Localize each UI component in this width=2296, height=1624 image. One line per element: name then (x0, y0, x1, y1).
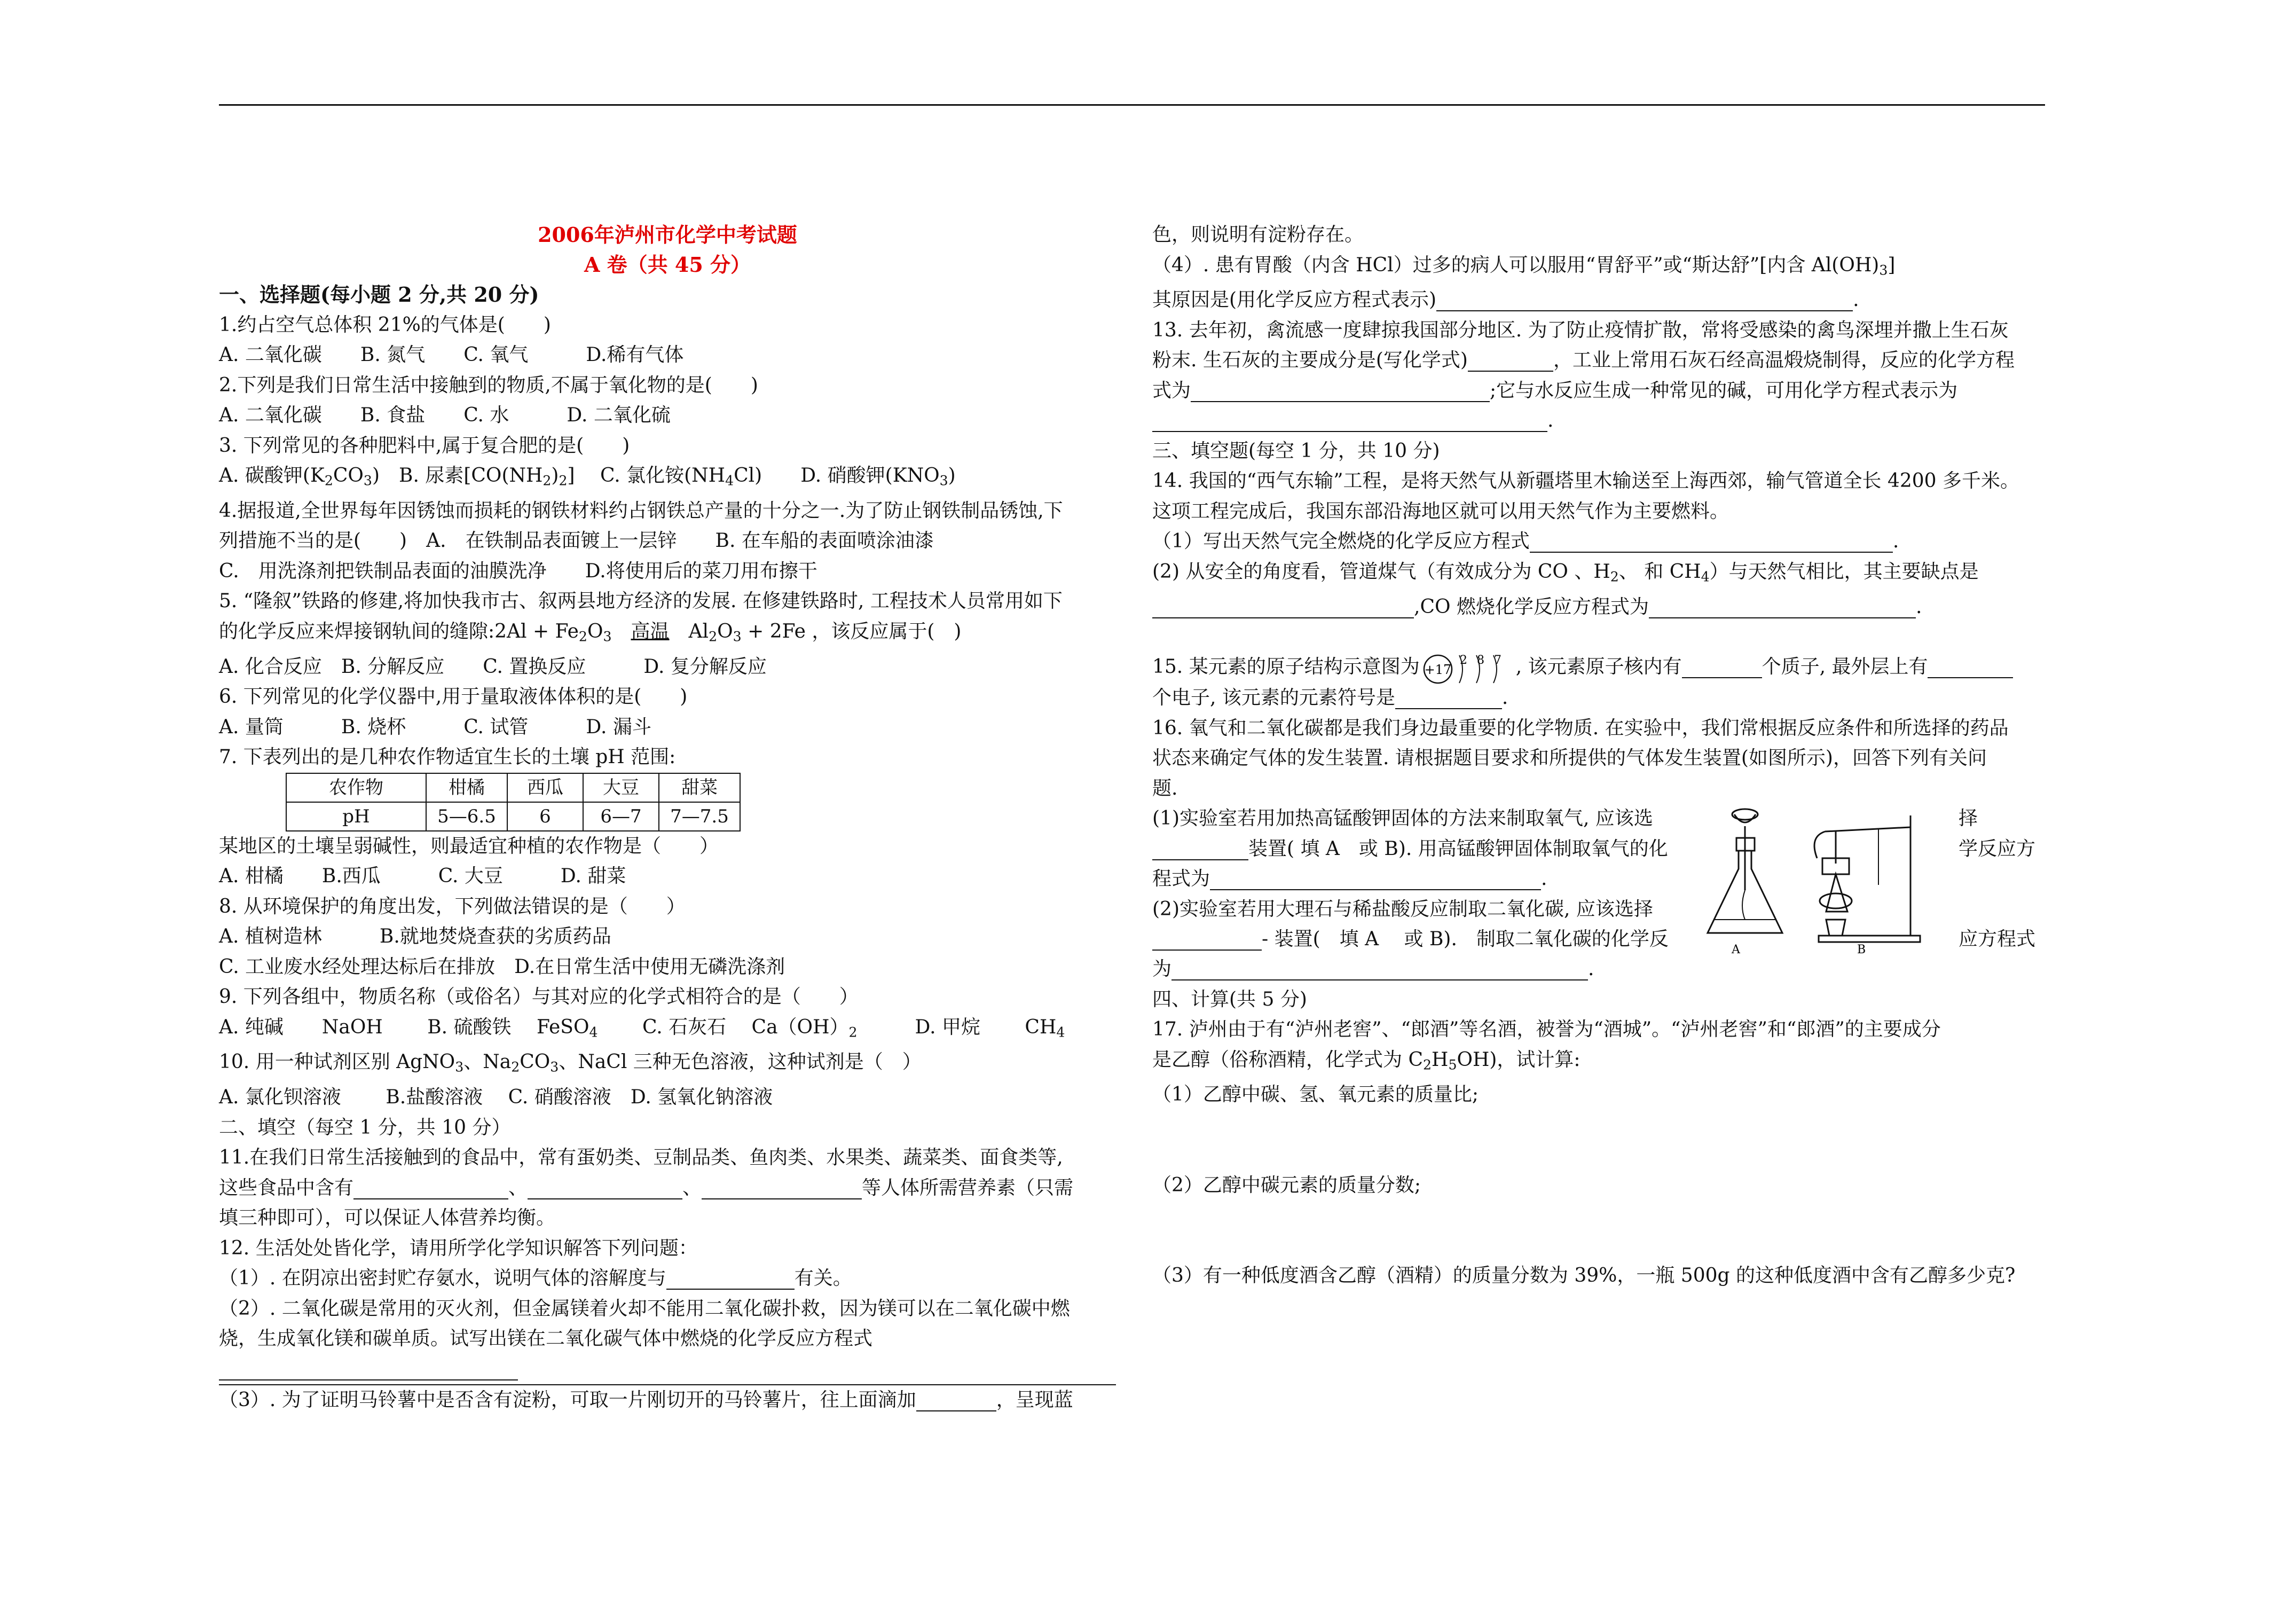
q12-p4: （4）. 患有胃酸（内含 HCl）过多的病人可以服用“胃舒平”或“斯达舒”[内含 $Al(OH)_3$] (1152, 254, 1896, 278)
shell-electrons: 2 (1459, 654, 1467, 668)
q2-stem: 2.下列是我们日常生活中接触到的物质,不属于氧化物的是( ) (219, 374, 758, 396)
answer-blank[interactable] (353, 1177, 508, 1199)
q17-p1: （1）乙醇中碳、氢、氧元素的质量比; (1152, 1084, 1479, 1106)
q7-after: 某地区的土壤呈弱碱性，则最适宜种植的农作物是（ ） (219, 835, 719, 857)
q4-line3: C. 用洗涤剂把铁制品表面的油膜洗净 D.将使用后的菜刀用布擦干 (219, 560, 817, 582)
answer-blank[interactable] (1649, 596, 1916, 618)
answer-blank[interactable] (1152, 928, 1262, 951)
q7-stem: 7. 下表列出的是几种农作物适宜生长的土壤 pH 范围: (219, 746, 676, 768)
q15-line1: 15. 某元素的原子结构示意图为 +17 2 8 7 , 该元素原子核内有 个质子, 最外层上有 (1152, 652, 2049, 683)
q13-line3: 式为 ;它与水反应生成一种常见的碱，可用化学方程式表示为 (1152, 379, 1958, 402)
q16-tail-3: 应方程式 (1959, 928, 2036, 951)
q12-p4-line2: 其原因是(用化学反应方程式表示) . (1152, 289, 1859, 311)
q16-tail-2: 学反应方 (1959, 837, 2036, 860)
exam-subtitle: A 卷（共 45 分） (584, 253, 751, 277)
figure-label-a: A (1732, 943, 1740, 956)
section4-heading: 四、计算(共 5 分) (1152, 988, 1307, 1010)
section3-heading: 三、填空题(每空 1 分，共 10 分) (1152, 440, 1440, 462)
q6-options: A. 量筒 B. 烧杯 C. 试管 D. 漏斗 (219, 716, 651, 738)
answer-blank[interactable] (1152, 410, 1547, 432)
apparatus-b (1814, 815, 1920, 942)
q17-line1: 17. 泸州由于有“泸州老窖”、“郎酒”等名酒，被誉为“酒城”。“泸州老窖”和“郎酒”的主要成分 (1152, 1018, 1941, 1041)
q4-line1: 4.据报道,全世界每年因锈蚀而损耗的钢铁材料约占钢铁总产量的十分之一.为了防止钢铁制品锈蚀,下 (219, 499, 1063, 522)
q6-stem: 6. 下列常见的化学仪器中,用于量取液体体积的是( ) (219, 686, 688, 708)
q8-stem: 8. 从环境保护的角度出发，下列做法错误的是（ ） (219, 895, 686, 917)
q16-p2-line2: - 装置( 填 A 或 B). 制取二氧化碳的化学反 (1152, 924, 1692, 955)
answer-blank[interactable] (1210, 868, 1541, 890)
q12-p2-line1: （2）. 二氧化碳是常用的灭火剂，但金属镁着火却不能用二氧化碳扑救，因为镁可以在二氧化碳中燃 (219, 1297, 1070, 1320)
q9-stem: 9. 下列各组中，物质名称（或俗名）与其对应的化学式相符合的是（ ） (219, 986, 859, 1008)
q5-line1: 5. “隆叙”铁路的修建,将加快我市古、叙两县地方经济的发展. 在修建铁路时, 工程技术人员常用如下 (219, 590, 1063, 613)
q12-p2-line2: 烧，生成氧化镁和碳单质。试写出镁在二氧化碳气体中燃烧的化学反应方程式 (219, 1328, 873, 1350)
q17-p2: （2）乙醇中碳元素的质量分数; (1152, 1174, 1421, 1196)
reaction-condition: 高温 (631, 620, 670, 642)
q3-options: A. 碳酸钾$(K_2CO_3)$ B. 尿素$[CO(NH_2)_2]$ C. 氯化铵$(NH_4Cl)$ D. 硝酸钾$(KNO_3)$ (219, 465, 956, 489)
q11-line3: 填三种即可），可以保证人体营养均衡。 (219, 1207, 556, 1229)
q14-p2-line2: ,CO 燃烧化学反应方程式为 . (1152, 592, 2049, 623)
section2-heading: 二、填空（每空 1 分，共 10 分） (219, 1116, 511, 1139)
answer-blank[interactable] (1530, 530, 1893, 553)
q16-tail-1: 择 (1959, 807, 1978, 830)
atom-structure-diagram (1420, 653, 1516, 683)
q2-options: A. 二氧化碳 B. 食盐 C. 水 D. 二氧化硫 (219, 404, 671, 426)
answer-blank[interactable] (1191, 380, 1490, 402)
q14-p2: (2) 从安全的角度看，管道煤气（有效成分为 CO 、$H_2$、 和 $CH_4$）与天然气相比，其主要缺点是 (1152, 560, 1979, 585)
q13-line4: . (1152, 406, 2049, 436)
left-column (219, 220, 1116, 1416)
q10-options: A. 氯化钡溶液 B.盐酸溶液 C. 硝酸溶液 D. 氢氧化钠溶液 (219, 1086, 773, 1109)
q16-p2-line1: (2)实验室若用大理石与稀盐酸反应制取二氧化碳, 应该选择 (1152, 898, 1653, 920)
q11-line2: 这些食品中含有 、 、 等人体所需营养素（只需 (219, 1176, 1074, 1199)
answer-blank[interactable] (1152, 838, 1248, 860)
q14-p1: （1）写出天然气完全燃烧的化学反应方程式 . (1152, 530, 1899, 553)
ph-table (286, 773, 741, 831)
q9-options: A. 纯碱 NaOH B. 硫酸铁 FeSO$_4$ C. 石灰石 $Ca(OH)_2$ D. 甲烷 $CH_4$ (219, 1016, 1065, 1040)
nucleus-charge: +17 (1424, 662, 1452, 678)
answer-blank[interactable] (219, 1358, 518, 1380)
q12-p3: （3）. 为了证明马铃薯中是否含有淀粉，可取一片刚切开的马铃薯片，往上面滴加 ，呈现蓝 (219, 1389, 1073, 1411)
q7-options: A. 柑橘 B.西瓜 C. 大豆 D. 甜菜 (219, 865, 626, 888)
exam-title: 2006年泸州市化学中考试题 (538, 223, 797, 247)
q16-line2: 状态来确定气体的发生装置. 请根据题目要求和所提供的气体发生装置(如图所示)，回答下列有关问 (1152, 747, 1987, 770)
q15-line2: 个电子, 该元素的元素符号是 . (1152, 687, 1508, 709)
answer-blank[interactable] (666, 1267, 795, 1290)
q1-options: A. 二氧化碳 B. 氮气 C. 氧气 D.稀有气体 (219, 344, 684, 366)
q16-p1-line2: 装置( 填 A 或 B). 用高锰酸钾固体制取氧气的化 (1152, 834, 1692, 865)
answer-blank[interactable] (1928, 656, 2013, 678)
q16-line3: 题. (1152, 777, 1178, 799)
apparatus-a (1708, 809, 1782, 933)
q14-line2: 这项工程完成后，我国东部沿海地区就可以用天然气作为主要燃料。 (1152, 500, 1729, 522)
q13-line1: 13. 去年初，禽流感一度肆掠我国部分地区. 为了防止疫情扩散，常将受感染的禽鸟深埋并撒上生石灰 (1152, 319, 2009, 341)
table-row: 农作物 柑橘 西瓜 大豆 甜菜 (286, 773, 740, 802)
q16-line1: 16. 氧气和二氧化碳都是我们身边最重要的化学物质. 在实验中，我们常根据反应条件和所选择的药品 (1152, 717, 2009, 739)
answer-blank[interactable] (1395, 687, 1502, 709)
q12-stem: 12. 生活处处皆化学，请用所学化学知识解答下列问题： (219, 1237, 698, 1259)
q16-p1-line1: (1)实验室若用加热高锰酸钾固体的方法来制取氧气, 应该选 (1152, 807, 1653, 830)
section1-heading: 一、选择题(每小题 2 分,共 20 分) (219, 283, 539, 307)
apparatus-figure (1702, 799, 1927, 955)
header-rule (219, 104, 2045, 106)
q14-line1: 14. 我国的“西气东输”工程，是将天然气从新疆塔里木输送至上海西郊，输气管道全长 4200 多千米。 (1152, 470, 2020, 492)
q8-options-2: C. 工业废水经处理达标后在排放 D.在日常生活中使用无磷洗涤剂 (219, 955, 785, 978)
answer-blank[interactable] (702, 1177, 862, 1199)
q12-p2-blank (219, 1354, 1116, 1385)
q12-p3-cont: 色，则说明有淀粉存在。 (1152, 224, 1364, 246)
q3-stem: 3. 下列常见的各种肥料中,属于复合肥的是( ) (219, 434, 630, 457)
answer-blank[interactable] (1152, 596, 1414, 618)
table-row: pH 5—6.5 6 6—7 7—7.5 (286, 802, 740, 831)
q5-options: A. 化合反应 B. 分解反应 C. 置换反应 D. 复分解反应 (219, 655, 767, 678)
right-column (1152, 220, 2049, 1291)
q11-line1: 11.在我们日常生活接触到的食品中，常有蛋奶类、豆制品类、鱼肉类、水果类、蔬菜类、面食类等, (219, 1147, 1063, 1169)
q10-stem: 10. 用一种试剂区别 AgNO$_3$、$Na_2CO_3$、NaCl 三种无色溶液，这种试剂是（ ） (219, 1051, 922, 1075)
answer-blank[interactable] (1682, 656, 1762, 678)
q13-line2: 粉末. 生石灰的主要成分是(写化学式) ，工业上常用石灰石经高温煅烧制得，反应的化学方程 (1152, 349, 2015, 372)
q1-stem: 1.约占空气总体积 21%的气体是( ) (219, 313, 551, 336)
answer-blank[interactable] (1436, 289, 1853, 311)
q16-p1-line3: 程式为 . (1152, 868, 1547, 890)
q16-p2-line3: 为 . (1152, 958, 1594, 980)
q4-line2: 列措施不当的是( ) A. 在铁制品表面镀上一层锌 B. 在车船的表面喷涂油漆 (219, 530, 934, 552)
q17-line2: 是乙醇（俗称酒精，化学式为 $C_2H_5OH$)，试计算: (1152, 1048, 1581, 1072)
q17-p3: （3）有一种低度酒含乙醇（酒精）的质量分数为 39%，一瓶 500g 的这种低度酒中含有乙醇多少克? (1152, 1265, 2016, 1287)
shell-electrons: 8 (1476, 654, 1484, 668)
q12-p1: （1）. 在阴凉出密封贮存氨水，说明气体的溶解度与 有关。 (219, 1267, 852, 1290)
q16-body (1152, 804, 2049, 954)
answer-blank[interactable] (916, 1389, 996, 1411)
shell-electrons: 7 (1493, 654, 1501, 668)
answer-blank[interactable] (1468, 349, 1553, 372)
figure-label-b: B (1857, 943, 1866, 956)
answer-blank[interactable] (528, 1177, 682, 1199)
answer-blank[interactable] (1171, 958, 1588, 980)
q8-options-1: A. 植树造林 B.就地焚烧查获的劣质药品 (219, 925, 611, 948)
q5-line2: 的化学反应来焊接钢轨间的缝隙:2Al + $Fe_2O_3$ 高温 $Al_2O_3 + 2Fe$ ，该反应属于( ) (219, 620, 962, 645)
